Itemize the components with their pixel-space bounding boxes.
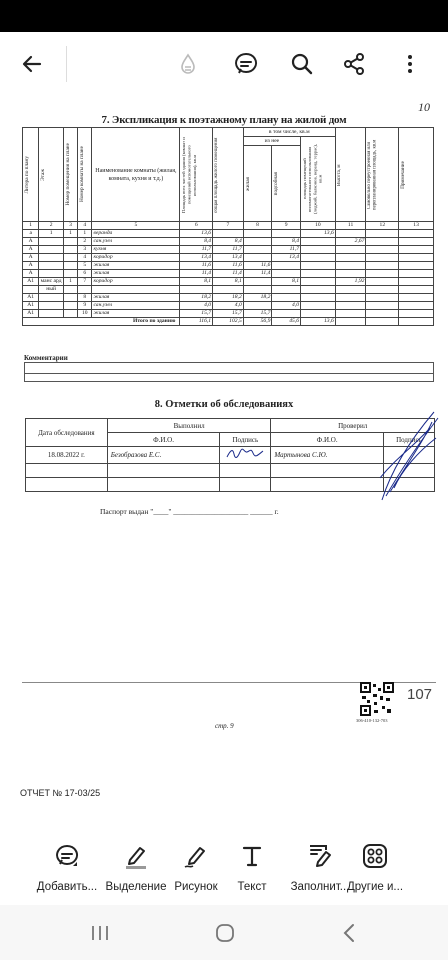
col-num: 12 [366, 222, 399, 230]
survey-date: 18.08.2022 г. [26, 447, 108, 464]
comments-label: Комментарии [24, 354, 68, 362]
col-header-name: Наименование комнаты (жилая, комната, кухня и т.д.) [92, 128, 180, 222]
table-cell [243, 246, 272, 254]
col-header-letter: Литера по плану [24, 155, 30, 194]
table-cell [39, 254, 63, 262]
table-cell: 4,0 [180, 302, 213, 310]
bottom-toolbar-label: Добавить... [36, 881, 98, 893]
table-cell: 15,7 [213, 310, 244, 318]
qr-caption: 306-410-132-703 [356, 718, 388, 723]
table-cell: 2 [78, 238, 92, 246]
table-cell [243, 286, 272, 294]
table-cell: 11,7 [213, 246, 244, 254]
comments-box [24, 362, 434, 382]
table-cell [335, 270, 366, 278]
table-cell: манс ард [40, 278, 62, 284]
table-cell: А1 [23, 310, 39, 318]
col-num: 5 [92, 222, 180, 230]
section7-title: 7. Экспликация к поэтажному плану на жилой дом [101, 114, 347, 126]
table-cell [366, 286, 399, 294]
col-header-living: жилая [244, 176, 251, 191]
table-cell: 13,4 [213, 254, 244, 262]
table-cell: 5 [78, 262, 92, 270]
table-cell [301, 270, 336, 278]
home-icon[interactable] [205, 921, 245, 945]
table-row [23, 302, 434, 310]
col-num: 9 [272, 222, 301, 230]
table-row [23, 270, 434, 278]
table-cell [399, 278, 434, 286]
table-cell [63, 246, 77, 254]
table-cell [301, 254, 336, 262]
table-cell [39, 270, 63, 278]
table-cell: жилая [92, 294, 180, 302]
table-cell [301, 238, 336, 246]
bottom-toolbar-label: Выделение [105, 881, 167, 893]
table-cell [92, 286, 180, 294]
table-cell: 13,4 [180, 254, 213, 262]
col-header-aux-use: площадь помещений вспомогательного использования (лоджий, балконов, веранд, террас), кв.м [302, 144, 323, 214]
table-cell: кухня [92, 246, 180, 254]
table-cell [243, 238, 272, 246]
table-cell: 1 [78, 230, 92, 238]
table-cell: 1 [63, 230, 77, 238]
table-cell [335, 246, 366, 254]
total-cell: 102,5 [213, 318, 244, 326]
col-num: 8 [243, 222, 272, 230]
table-cell: 8,1 [272, 278, 301, 286]
table-cell: А1 [23, 294, 39, 302]
table-cell: 4,0 [213, 302, 244, 310]
survey-fio-header: Ф.И.О. [271, 433, 383, 447]
performer-signature [220, 447, 271, 464]
survey-checked-header: Проверил [271, 419, 435, 433]
table-cell: 2,67 [335, 238, 366, 246]
table-cell: 10 [78, 310, 92, 318]
table-cell [301, 310, 336, 318]
table-cell [399, 254, 434, 262]
table-cell: 8,4 [213, 238, 244, 246]
system-nav-bar [0, 905, 448, 960]
table-cell [39, 262, 63, 270]
table-cell [301, 286, 336, 294]
table-cell [366, 254, 399, 262]
table-cell [272, 230, 301, 238]
survey-date-header: Дата обследования [26, 419, 108, 447]
table-cell: 7 [78, 278, 92, 286]
table-cell [272, 294, 301, 302]
table-cell: 8,1 [180, 278, 213, 286]
passport-issued: Паспорт выдан "____" ____________________ ______ г. [100, 507, 279, 516]
qr-code [360, 682, 394, 716]
top-toolbar [0, 32, 448, 96]
pen-icon [181, 841, 211, 871]
col-header-note: Примечание [400, 160, 407, 189]
table-cell [335, 254, 366, 262]
table-cell: А1 [23, 278, 39, 286]
table-cell: жилая [92, 310, 180, 318]
table-cell [301, 278, 336, 286]
table-cell [335, 302, 366, 310]
recents-icon[interactable] [80, 921, 120, 945]
table-cell [366, 230, 399, 238]
col-header-unauth: Самовольно переустроенная или перепланированная площадь, кв.м [367, 139, 378, 210]
table-cell [301, 302, 336, 310]
table-cell [366, 310, 399, 318]
table-cell: А [23, 238, 39, 246]
table-cell: 3 [78, 246, 92, 254]
table-cell [39, 302, 63, 310]
status-bar [0, 0, 448, 32]
table-cell: 8,4 [180, 238, 213, 246]
col-header-floor: Этаж [40, 168, 47, 181]
bottom-toolbar-label: Другие и... [346, 881, 404, 893]
col-num: 1 [23, 222, 39, 230]
table-cell [272, 262, 301, 270]
table-cell [366, 246, 399, 254]
toolbar-divider [66, 46, 67, 82]
survey-performer: Безобразова Е.С. [107, 447, 219, 464]
table-cell: 11,7 [272, 246, 301, 254]
table-cell: а [23, 230, 39, 238]
text-button[interactable] [215, 841, 289, 899]
table-cell [63, 310, 77, 318]
table-cell: 11,6 [213, 262, 244, 270]
table-cell: 13,6 [180, 230, 213, 238]
back-icon[interactable] [330, 921, 370, 945]
table-cell [335, 262, 366, 270]
table-cell: 6 [78, 270, 92, 278]
table-row [23, 294, 434, 302]
add-comment-button[interactable] [30, 841, 104, 899]
table-cell: 8 [78, 294, 92, 302]
table-cell: 13,4 [272, 254, 301, 262]
document-page[interactable] [0, 96, 448, 766]
table-cell: 18,2 [243, 294, 272, 302]
table-cell [366, 238, 399, 246]
table-cell: 8,1 [213, 278, 244, 286]
table-cell: 18,2 [180, 294, 213, 302]
table-cell [63, 294, 77, 302]
table-cell [399, 230, 434, 238]
bottom-toolbar [0, 835, 448, 905]
total-cell: 45,6 [272, 318, 301, 326]
table-cell: А [23, 270, 39, 278]
col-num: 6 [180, 222, 213, 230]
total-cell [399, 318, 434, 326]
share-icon[interactable] [336, 46, 372, 82]
search-icon[interactable] [284, 46, 320, 82]
table-cell [366, 302, 399, 310]
col-header-area-total: Площадь всех частей здания (комнат и помещений вспомогательного использования), кв.м [181, 136, 198, 213]
table-cell [335, 230, 366, 238]
table-cell: 18,2 [213, 294, 244, 302]
table-cell [63, 302, 77, 310]
table-cell [301, 262, 336, 270]
survey-checker: Мартынова С.Ю. [271, 447, 383, 464]
table-cell [366, 278, 399, 286]
table-cell: жилая [92, 262, 180, 270]
table-cell [39, 246, 63, 254]
table-cell [39, 238, 63, 246]
survey-performed-header: Выполнил [107, 419, 271, 433]
table-cell [301, 294, 336, 302]
table-cell [243, 302, 272, 310]
table-cell: коридор [92, 254, 180, 262]
table-cell [399, 238, 434, 246]
col-num: 2 [39, 222, 63, 230]
table-row [23, 254, 434, 262]
table-cell: 15,7 [243, 310, 272, 318]
survey-signature-header: Подпись [383, 433, 434, 447]
col-header-of-it: из нее [243, 137, 300, 146]
table-cell [399, 302, 434, 310]
col-header-height: Высота, м [336, 163, 342, 186]
col-num: 4 [78, 222, 92, 230]
table-cell: 15,7 [180, 310, 213, 318]
table-cell [63, 254, 77, 262]
highlighter-icon [121, 841, 151, 871]
table-cell: А [23, 262, 39, 270]
fill-sign-icon [305, 841, 335, 871]
more-vert-icon[interactable] [392, 46, 428, 82]
table-cell [39, 310, 63, 318]
table-cell: 11,4 [213, 270, 244, 278]
reading-mode-icon[interactable] [170, 46, 206, 82]
col-header-area-living-total: общая площадь жилого помещения [214, 136, 220, 213]
table-cell: А [23, 254, 39, 262]
col-num: 11 [335, 222, 366, 230]
more-tools-button[interactable] [338, 841, 412, 899]
table-cell [63, 238, 77, 246]
table-row [23, 310, 434, 318]
table-cell: 11,4 [180, 270, 213, 278]
table-row [23, 286, 434, 294]
table-cell: А1 [23, 302, 39, 310]
table-cell: ный [39, 286, 63, 294]
table-cell: 11,7 [180, 246, 213, 254]
table-cell [243, 254, 272, 262]
table-cell [301, 246, 336, 254]
col-num: 10 [301, 222, 336, 230]
col-header-comp: Номер комнаты на плане [79, 146, 86, 203]
table-cell: 11,6 [180, 262, 213, 270]
table-cell: 1,92 [335, 278, 366, 286]
col-num: 3 [63, 222, 77, 230]
total-cell [335, 318, 366, 326]
table-cell [23, 286, 39, 294]
bottom-toolbar-label: Заполнит... [290, 881, 350, 893]
table-cell: жилая [92, 270, 180, 278]
table-cell [272, 286, 301, 294]
table-cell [399, 294, 434, 302]
table-cell: веранда [92, 230, 180, 238]
add-comment-icon [52, 841, 82, 871]
table-cell [243, 230, 272, 238]
table-cell: сан.узел [92, 238, 180, 246]
table-cell: 1 [63, 278, 77, 286]
col-num: 7 [213, 222, 244, 230]
bottom-toolbar-label: Рисунок [174, 881, 218, 893]
comment-icon[interactable] [228, 46, 264, 82]
table-cell [366, 262, 399, 270]
table-cell [63, 270, 77, 278]
table-cell [399, 286, 434, 294]
table-cell [399, 310, 434, 318]
table-cell: сан.узел [92, 302, 180, 310]
total-cell: 13,6 [301, 318, 336, 326]
table-cell [180, 286, 213, 294]
table-cell: 4 [78, 254, 92, 262]
table-cell: коридор [92, 278, 180, 286]
col-num: 13 [399, 222, 434, 230]
page-footer: стр. 9 [215, 722, 234, 730]
table-cell: 9 [78, 302, 92, 310]
more-tools-icon [360, 841, 390, 871]
table-cell [272, 270, 301, 278]
section8-title: 8. Отметки об обследованиях [154, 399, 294, 410]
total-cell [366, 318, 399, 326]
table-cell [335, 286, 366, 294]
table-cell [213, 286, 244, 294]
table-row [23, 246, 434, 254]
table-row [23, 238, 434, 246]
table-cell [366, 294, 399, 302]
table-cell [39, 294, 63, 302]
table-cell [366, 270, 399, 278]
total-cell: 116,1 [180, 318, 213, 326]
table-cell: 8,4 [272, 238, 301, 246]
table-cell [272, 310, 301, 318]
checker-signature-scribble [372, 408, 442, 504]
table-cell [78, 286, 92, 294]
table-cell: 4,0 [272, 302, 301, 310]
table-row [23, 230, 434, 238]
page-counter: 107 [407, 686, 433, 703]
col-header-room: Номер помещения на плане [64, 143, 71, 206]
table-cell [399, 270, 434, 278]
table-cell [399, 246, 434, 254]
table-row [23, 278, 434, 286]
table-cell: 13,6 [301, 230, 336, 238]
table-cell [63, 262, 77, 270]
table-cell [213, 230, 244, 238]
table-cell [335, 310, 366, 318]
table-cell: 11,6 [243, 262, 272, 270]
bottom-toolbar-label: Текст [237, 881, 267, 893]
table-cell [243, 278, 272, 286]
survey-fio-header: Ф.И.О. [107, 433, 219, 447]
col-header-incl: в том числе, кв.м [243, 128, 335, 137]
text-icon [237, 841, 267, 871]
table-cell [335, 294, 366, 302]
total-cell: 56,9 [243, 318, 272, 326]
total-label: Итого по зданию [23, 318, 180, 326]
survey-signature-header: Подпись [220, 433, 271, 447]
report-label: ОТЧЕТ № 17-03/25 [20, 788, 101, 798]
page-marker: 10 [418, 100, 430, 114]
table-cell: 11,4 [243, 270, 272, 278]
table-cell: 1 [39, 230, 63, 238]
explication-table [22, 127, 434, 326]
arrow-left-icon[interactable] [14, 46, 50, 82]
table-cell [399, 262, 434, 270]
table-cell [63, 286, 77, 294]
table-cell: А [23, 246, 39, 254]
col-header-aux: подсобная [273, 171, 280, 196]
table-row [23, 262, 434, 270]
